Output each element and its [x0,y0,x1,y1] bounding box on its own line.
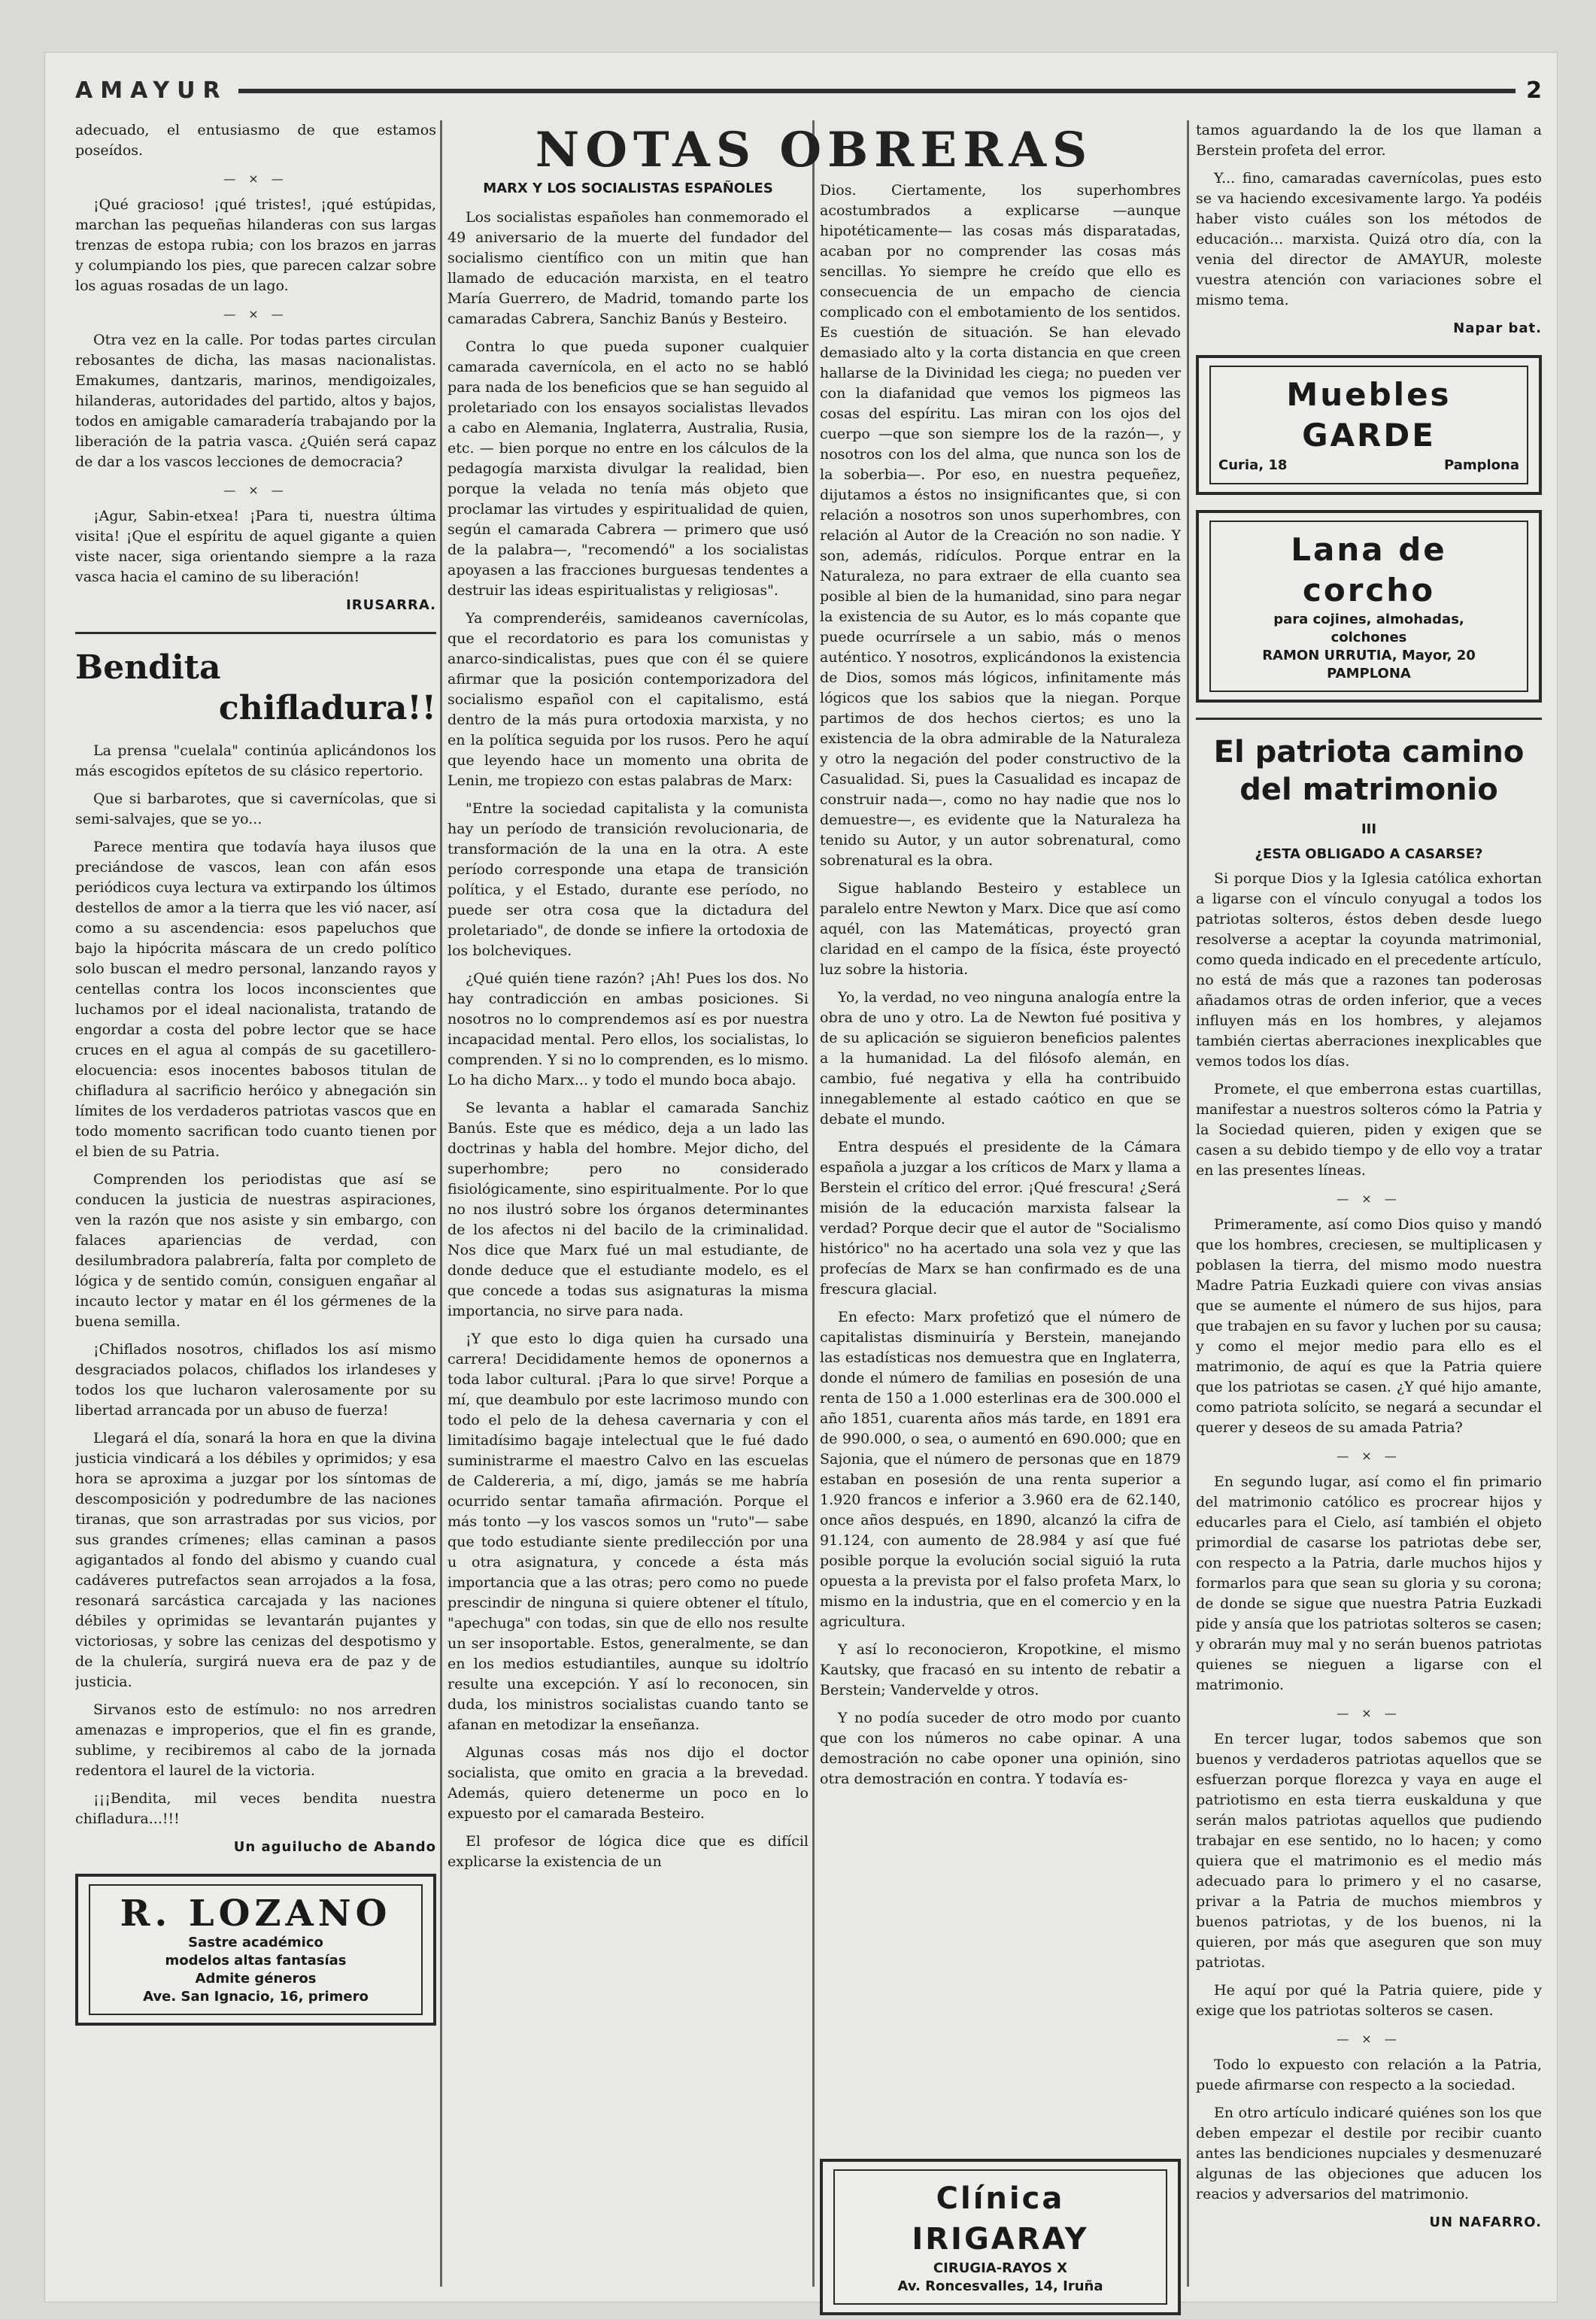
masthead [75,75,1542,105]
separator: — × — [223,171,288,186]
paragraph: Sigue hablando Besteiro y establece un paralelo entre Newton y Marx. Dice que así como aquél, con las Matemáticas, proyectó gran claridad en el campo de la física, éste proyectó luz sobre la historia. [820,880,1181,978]
column-4 [1196,120,1542,2287]
paragraph: Otra vez en la calle. Por todas partes circulan rebosantes de dicha, las masas nacionalistas. Emakumes, dantzaris, marinos, mendigoizales, hilanderas, autoridades del partido, altos y bajos, todos en amigable camaradería trabajando por la liberación de la patria vasca. ¿Quién será capaz de dar a los vascos lecciones de democracia? [75,332,436,470]
paragraph: En efecto: Marx profetizó que el número de capitalistas disminuiría y Berstein, manejando las estadísticas nos demuestra que en Inglaterra, donde el número de familias en posesión de una renta de 150 a 1.000 esterlinas era de 300.000 el año 1851, cuarenta años más tarde, en 1891 era de 990.000, o sea, o aumentó en 690.000; que en Sajonia, que el número de personas que en 1879 estaban en posesión de una renta superior a 1.920 francos e inferior a 3.960 era de 62.140, once años después, en 1890, alcanzó la cifra de 91.124, con aumento de 28.984 y así que fué posible porque la evolución social siguió la ruta opuesta a la prevista por el falso profeta Marx, lo mismo en la industria, que en el comercio y en la agricultura. [820,1309,1181,1630]
paragraph: Y así lo reconocieron, Kropotkine, el mismo Kautsky, que fracasó en su intento de rebatir a Berstein; Vandervelde y otros. [820,1641,1181,1698]
paragraph: ¿Qué quién tiene razón? ¡Ah! Pues los dos. No hay contradicción en ambas posiciones. Si nosotros no lo comprendemos así es por nuestra incapacidad mental. Pero ellos, los socialistas, lo comprenden. Y si no lo comprenden, es lo mismo. Lo ha dicho Marx... y todo el mundo boca abajo. [448,970,809,1088]
newspaper-page [45,53,1557,2302]
ad-brand: Clínica IRIGARAY [912,2181,1089,2257]
advertisement-lozano [75,1874,436,2026]
ad-brand: Muebles GARDE [1286,376,1452,454]
paragraph: Y no podía suceder de otro modo por cuanto que con los números no cabe opinar. A una demostración no cabe oponer una opinión, sino otra demostración en contra. Y todavía es- [820,1710,1181,1787]
paragraph: Parece mentira que todavía haya ilusos que preciándose de vascos, lean con afán esos periódicos cuya lectura va extirpando los últimos destellos de amor a la tierra que les vió nacer, así como a su ascendencia: esos papeluchos que bajo la hipócrita máscara de un credo político solo buscan el medro personal, lanzando rayos y centellas contra los locos inconscientes que luchamos por el ideal nacionalista, tratando de engordar a costa del pobre lector que se hace cruces en el agua al compás de su gacetillero-elocuencia: esos inocentes babosos titulan de chifladura al sacrificio heróico y abnegación sin límites de los verdaderos patriotas vascos que en todo momento sacrifican todo cuanto tienen por el bien de su Patria. [75,839,436,1160]
advertisement-lana [1196,510,1542,703]
signature: Un aguilucho de Abando [233,1839,436,1855]
page-number: 2 [1526,77,1542,104]
signature: Napar bat. [1453,320,1542,336]
paragraph: Se levanta a hablar el camarada Sanchiz Banús. Este que es médico, deja a un lado las doctrinas y habla del hombre. Mejor dicho, del superhombre; pero no considerado fisiológicamente, sino espiritualmente. Por lo que no nos ilustró sobre los órganos determinantes de los afectos ni del bacilo de la criminalidad. Nos dice que Marx fué un mal estudiante, de donde deduce que el estudiante modelo, es el que concede a todas sus asignaturas la misma importancia, no sirve para nada. [448,1100,809,1319]
ad-line: PAMPLONA [1327,666,1411,681]
paragraph: Todo lo expuesto con relación a la Patria, puede afirmarse con respecto a la sociedad. [1196,2056,1542,2093]
paragraph: En tercer lugar, todos sabemos que son buenos y verdaderos patriotas aquellos que se esfuerzan porque florezca y vaya en auge el patriotismo en esta tierra euskalduna y que serán malos patriotas aquellos que pudiendo trabajar en ese sentido, no lo hacen; y como quiera que el matrimonio es el medio más adecuado para lo primero y el no casarse, privar a la Patria de muchos miembros y buenos patriotas, y de los buenos, ni la quieren, por más que aseguren que son muy patriotas. [1196,1731,1542,1971]
paragraph: Si porque Dios y la Iglesia católica exhortan a ligarse con el vínculo conyugal a todos los patriotas solteros, éstos deben desde luego resolverse a aceptar la coyunda matrimonial, como queda indicado en el precedente artículo, no está de más que a razones tan poderosas añadamos otras de orden inferior, que a veces influyen más en los hombres, y alejamos también ciertas aberraciones inexplicables que vemos todos los días. [1196,870,1542,1070]
paragraph: He aquí por qué la Patria quiere, pide y exige que los patriotas solteros se casen. [1196,1982,1542,2019]
paragraph: El profesor de lógica dice que es difícil explicarse la existencia de un [448,1833,809,1870]
divider [1196,718,1542,720]
ad-line: Av. Roncesvalles, 14, Iruña [897,2278,1103,2294]
ad-address: Curia, 18 [1218,457,1288,473]
paragraph: Los socialistas españoles han conmemorado el 49 aniversario de la muerte del fundador del socialismo científico con un mitin que han llamado de educación marxista, en el teatro María Guerrero, de Madrid, tomando parte los camaradas Cabrera, Sanchiz Banús y Besteiro. [448,209,809,327]
paragraph: ¡Agur, Sabin-etxea! ¡Para ti, nuestra última visita! ¡Que el espíritu de aquel gigante a quien viste nacer, siga orientando siempre a la raza vasca hacia el camino de su liberación! [75,508,436,585]
paragraph: La prensa "cuelala" continúa aplicándonos los más escogidos epítetos de su clásico repertorio. [75,742,436,779]
article-subhead: ¿ESTA OBLIGADO A CASARSE? [1255,846,1483,862]
paragraph: tamos aguardando la de los que llaman a Berstein profeta del error. [1196,122,1542,159]
ad-line: Ave. San Ignacio, 16, primero [143,1989,369,2005]
signature: UN NAFARRO. [1429,2214,1542,2230]
column-rule-3 [1187,120,1189,2287]
separator: — × — [223,307,288,321]
paragraph: ¡Y que esto lo diga quien ha cursado una carrera! Decididamente hemos de oponernos a toda labor cultural. ¡Para lo que sirve! Porque a mí, que deambulo por este lacrimoso mundo con todo el pelo de la dehesa cavernaria y con el limitadísimo bagaje intelectual que le fué dado suministrarme el maestro Calvo en las escuelas de Caldereria, a mí, digo, jamás se me habría ocurrido sentar tamaña afirmación. Porque el más tonto —y los vascos somos un "ruto"— sabe que todo estudiante siente predilección por una u otra asignatura, y concede a ésta más importancia que a las otras; pero como no puede prescindir de ninguna si quiere obtener el título, "apechuga" con todas, sin que de ello nos resulte un ser insoportable. Estos, generalmente, se dan en los medios estudiantiles, aunque su idoltrío resulte una excepción. Y así lo reconocen, sin duda, los ministros socialistas cuando tanto se afanan en metodizar la enseñanza. [448,1331,809,1733]
advertisement-irigaray [820,2159,1181,2315]
ad-line: modelos altas fantasías [165,1953,347,1968]
paragraph: Primeramente, así como Dios quiso y mandó que los hombres, creciesen, se multiplicasen y poblasen la tierra, del mismo modo nuestra Madre Patria Euzkadi quiere con vivas ansias que se aumente el número de sus hijos, para que trabajen en su favor y luchen por su causa; y como el mejor medio para ello es el matrimonio, de aquí es que la Patria quiere que los patriotas se casen. ¿Y qué hijo amante, como patriota solícito, se negará a secundar el querer y deseos de su amada Patria? [1196,1216,1542,1436]
paragraph: Dios. Ciertamente, los superhombres acostumbrados a explicarse —aunque hipotéticamente— las cosas más disparatadas, acaban por no comprender las cosas más sencillas. Yo siempre he creído que ello es consecuencia de un empacho de ciencia complicado con el embotamiento de los sentidos. Es cuestión de situación. Se han elevado demasiado alto y la corta distancia en que creen hallarse de la Divinidad les ciega; no pueden ver con la diafanidad que vemos los pigmeos las cosas del espíritu. Las miran con los ojos del cuerpo —que son siempre los de la razón—, y nosotros con los del alma, que nunca son los de la soberbia—. Por eso, en nuestra pequeñez, dijutamos a éstos no insignificantes que, si con relación a nosotros son unos superhombres, con relación al Autor de la Creación no son nadie. Y son, además, ridículos. Porque entrar en la Naturaleza, no para extraer de ella cuanto sea posible al bien de la humanidad, sino para negar la existencia de su Autor, es lo más copante que puede ocurrírsele a un sabio, más o menos auténtico. Y nosotros, explicándonos la existencia de Dios, somos más lógicos, infinitamente más lógicos que los sabios que la niegan. Porque partimos de dos hechos ciertos; es uno la existencia de la obra admirable de la Naturaleza y otro la negación del poder constructivo de la Casualidad. Si, pues la Casualidad es incapaz de construir nada—, como no hay nadie que nos lo demuestre—, es evidente que la Naturaleza ha tenido su Autor, y un autor sobrenatural, como sobrenatural es la obra. [820,182,1181,869]
ad-line: para cojines, almohadas, [1273,612,1464,627]
column-2 [448,181,809,2136]
column-1 [75,120,436,2287]
paragraph: En segundo lugar, así como el fin primario del matrimonio católico es procrear hijos y educarles para el Cielo, así también el objeto primordial de casarse los patriotas debe ser, con respecto a la Patria, darle muchos hijos y formarlos para que sean su gloria y su corona; de donde se sigue que nuestra Patria Euzkadi pide y ansía que los patriotas solteros se casen; y obrarán muy mal y no serán buenos patriotas quienes se nieguen a ligarse con el matrimonio. [1196,1474,1542,1693]
ad-line: CIRUGIA-RAYOS X [933,2260,1068,2276]
newspaper-name: AMAYUR [75,77,228,104]
separator: — × — [223,483,288,497]
ad-city: Pamplona [1444,457,1519,473]
paragraph: Que si barbarotes, que si cavernícolas, que si semi-salvajes, que se yo... [75,791,436,827]
article-part-number: III [1361,821,1377,837]
paragraph: "Entre la sociedad capitalista y la comunista hay un período de transición revolucionaria, de transformación de la una en la otra. A este período corresponde una etapa de transición política, y el Estado, durante ese período, no puede ser otra cosa que la dictadura del proletariado", de donde se infiere la ortodoxia de los bolcheviques. [448,800,809,959]
paragraph: ¡¡¡Bendita, mil veces bendita nuestra chifladura...!!! [75,1790,436,1827]
divider [75,632,436,634]
section-title: NOTAS OBRERAS [535,122,1094,178]
paragraph: ¡Qué gracioso! ¡qué tristes!, ¡qué estúpidas, marchan las pequeñas hilanderas con sus largas trenzas de estopa rubia; con los brazos en jarras y columpiando los pies, que parecen calzar sobre los aguas rosadas de un lago. [75,196,436,294]
article-title [75,648,436,729]
paragraph: Promete, el que emberrona estas cuartillas, manifestar a nuestros solteros cómo la Patria y la Sociedad quieren, piden y exigen que se casen a su debido tiempo y de ello voy a tratar en las presentes líneas. [1196,1081,1542,1179]
paragraph: Comprenden los periodistas que así se conducen la justicia de nuestras aspiraciones, ven la razón que nos asiste y sin embargo, con falaces apariencias de verdad, con desilumbradora palabrería, falta por completo de lógica y de sentido común, consiguen engañar al incauto lector y matar en él los gérmenes de la buena semilla. [75,1171,436,1330]
paragraph: Llegará el día, sonará la hora en que la divina justicia vindicará a los débiles y oprimidos; y esa hora se aproxima a juzgar por los síntomas de descomposición y podredumbre de las naciones tiranas, que son arrastradas por sus vicios, por sus grandes crímenes; ellas caminan a pasos agigantados al fondo del abismo y cuando cual cadáveres putrefactos sean arrojados a la fosa, resonará sarcástica carcajada y las naciones débiles y oprimidas se levantarán pujantes y victoriosas, y sobre las cenizas del despotismo y de la chulería, surgirá nueva era de paz y de justicia. [75,1430,436,1690]
paragraph: adecuado, el entusiasmo de que estamos poseídos. [75,122,436,159]
ad-brand: Lana de corcho [1291,531,1447,609]
ad-line: colchones [1331,630,1407,645]
column-rule-1 [440,120,442,2287]
paragraph: Sirvanos esto de estímulo: no nos arredren amenazas e improperios, que el fin es grande, sublime, y recibiremos al cabo de la jornada redentora el laurel de la victoria. [75,1701,436,1779]
ad-line: Admite géneros [195,1971,317,1987]
ad-line: Sastre académico [188,1935,323,1950]
article-subhead: MARX Y LOS SOCIALISTAS ESPAÑOLES [483,181,773,196]
advertisement-garde [1196,355,1542,495]
paragraph: Ya comprenderéis, samideanos cavernícolas, que el recordatorio es para los comunistas y anarco-sindicalistas, pues que con él se quiere afirmar que la posición contemporizadora del socialismo español con el capitalismo, está dentro de la más pura ortodoxia marxista, y no en la política seguida por los rusos. Pero he aquí que leyendo hace un momento una obrita de Lenin, me tropiezo con estas palabras de Marx: [448,610,809,789]
article-title-line-2: chifladura!! [218,689,436,727]
paragraph: Contra lo que pueda suponer cualquier camarada cavernícola, en el acto no se habló para nada de los beneficios que se han seguido al proletariado con los ensayos socialistas llevados a cabo en Alemania, Inglaterra, Australia, Rusia, etc. — bien porque no entre en los cálculos de la pedagogía marxista divulgar la realidad, bien porque la velada no tenía más objeto que proclamar las virtudes y espiritualidad de quien, según el camarada Cabrera — primero que usó de la palabra—, "recomendó" a los socialistas apoyasen a las fracciones burguesas tendentes a destruir las ideas espiritualistas y religiosas". [448,338,809,599]
signature: IRUSARRA. [346,597,436,613]
paragraph: Yo, la verdad, no veo ninguna analogía entre la obra de uno y otro. La de Newton fué positiva y de su aplicación se siguieron beneficios palentes a la humanidad. La del filósofo alemán, en cambio, fué negativa y ella ha contribuido innegablemente al estado caótico en que se debate el mundo. [820,989,1181,1128]
article-title: El patriota camino del matrimonio [1213,735,1525,807]
paragraph: En otro artículo indicaré quiénes son los que deben empezar el destile por recibir cuanto antes las bendiciones nupciales y desmenuzaré algunas de las objeciones que aducen los reacios y adversarios del matrimonio. [1196,2105,1542,2202]
paragraph: Entra después el presidente de la Cámara española a juzgar a los críticos de Marx y llama a Berstein el crítico del error. ¡Qué frescura! ¿Será misión de la educación marxista falsear la verdad? Porque decir que el autor de "Socialismo histórico" no ha acertado una sola vez y que las profecías de Marx se han confirmado es de una frescura glacial. [820,1139,1181,1298]
ad-brand: R. LOZANO [120,1893,392,1935]
separator: — × — [1337,1706,1401,1720]
article-title-line-1: Bendita [75,648,221,687]
paragraph: ¡Chiflados nosotros, chiflados los así mismo desgraciados polacos, chiflados los irlandeses y todos los que lucharon valerosamente por su libertad arrancada por un abuso de fuerza! [75,1341,436,1419]
column-3 [820,181,1181,2136]
paragraph: Y... fino, camaradas cavernícolas, pues esto se va haciendo excesivamente largo. Ya podéis haber visto cuáles son los métodos de educación... marxista. Quizá otro día, con la venia del director de AMAYUR, moleste vuestra atención con variaciones sobre el mismo tema. [1196,170,1542,308]
separator: — × — [1337,1191,1401,1206]
paragraph: Algunas cosas más nos dijo el doctor socialista, que omito en gracia a la brevedad. Además, quiero detenerme un poco en lo expuesto por el camarada Besteiro. [448,1744,809,1822]
masthead-rule [238,89,1516,93]
separator: — × — [1337,2032,1401,2046]
separator: — × — [1337,1449,1401,1463]
column-rule-2 [812,120,815,2287]
ad-line: RAMON URRUTIA, Mayor, 20 [1262,648,1476,663]
